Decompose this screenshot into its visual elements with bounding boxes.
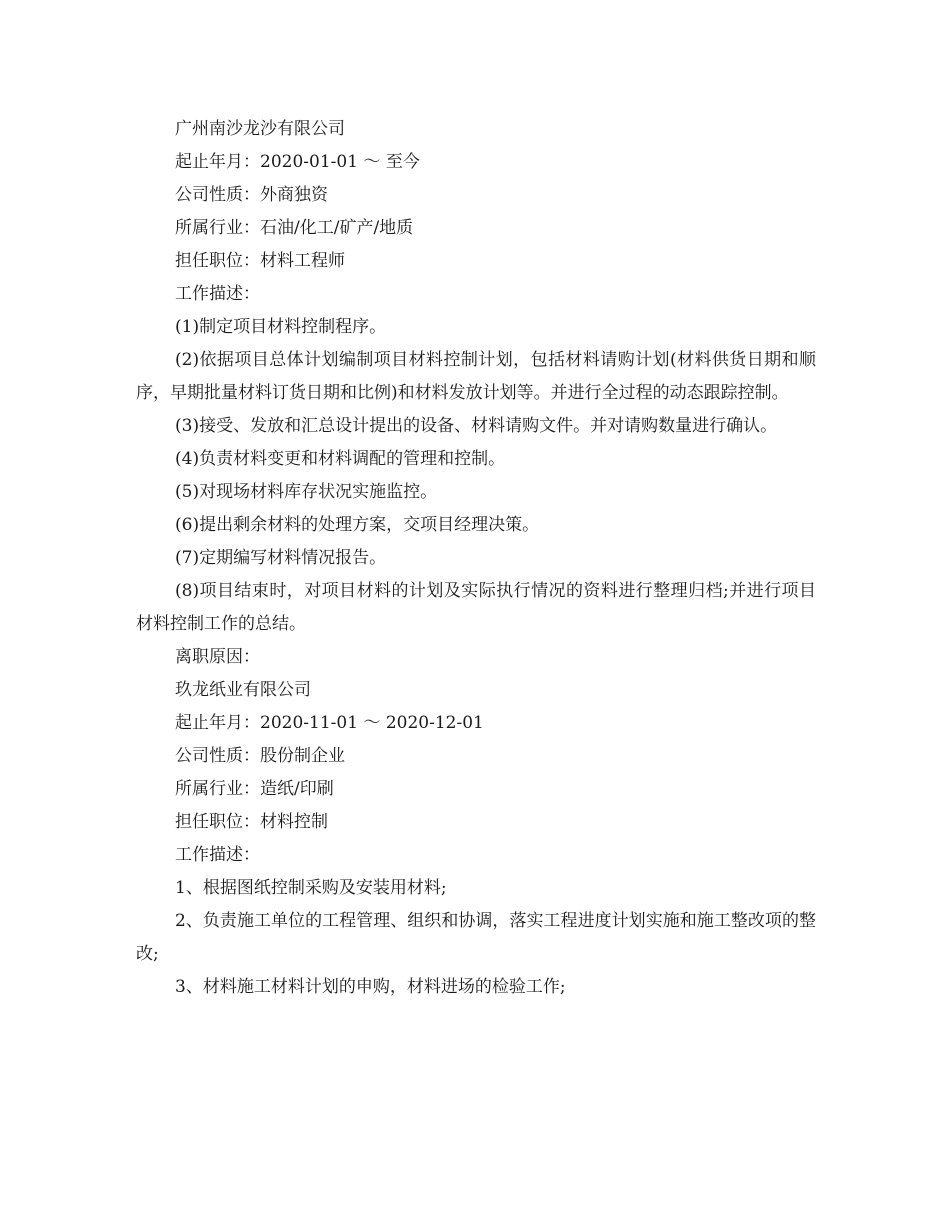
duty-item: 3、材料施工材料计划的申购，材料进场的检验工作; <box>175 977 566 997</box>
duty-item: (5)对现场材料库存状况实施监控。 <box>175 482 438 502</box>
period-1: 起止年月：2020-01-01 ～ 至今 <box>175 152 420 172</box>
duty-item: (3)接受、发放和汇总设计提出的设备、材料请购文件。并对请购数量进行确认。 <box>175 416 778 436</box>
position-1: 担任职位：材料工程师 <box>175 251 345 271</box>
duty-item: (4)负责材料变更和材料调配的管理和控制。 <box>175 449 506 469</box>
company-type-2: 公司性质：股份制企业 <box>175 746 345 766</box>
period-2: 起止年月：2020-11-01 ～ 2020-12-01 <box>175 713 484 733</box>
duty-item: (6)提出剩余材料的处理方案，交项目经理决策。 <box>175 515 540 535</box>
job-description-heading-2: 工作描述： <box>175 845 260 865</box>
duty-item: (7)定期编写材料情况报告。 <box>175 548 387 568</box>
duty-item: (8)项目结束时，对项目材料的计划及实际执行情况的资料进行整理归档;并进行项目材料控制工作的总结。 <box>136 581 816 634</box>
document-body <box>136 113 816 1004</box>
leaving-reason: 离职原因： <box>175 647 260 667</box>
duty-item: 2、负责施工单位的工程管理、组织和协调，落实工程进度计划实施和施工整改项的整改; <box>136 911 816 964</box>
job-description-heading-1: 工作描述： <box>175 284 260 304</box>
industry-1: 所属行业：石油/化工/矿产/地质 <box>175 218 414 238</box>
duty-item: (2)依据项目总体计划编制项目材料控制计划，包括材料请购计划(材料供货日期和顺序，早期批量材料订货日期和比例)和材料发放计划等。并进行全过程的动态跟踪控制。 <box>136 350 816 403</box>
company-type-1: 公司性质：外商独资 <box>175 185 328 205</box>
duty-item: (1)制定项目材料控制程序。 <box>175 317 387 337</box>
company-name-2: 玖龙纸业有限公司 <box>175 680 311 700</box>
duty-item: 1、根据图纸控制采购及安装用材料; <box>175 878 447 898</box>
position-2: 担任职位：材料控制 <box>175 812 328 832</box>
industry-2: 所属行业：造纸/印刷 <box>175 779 334 799</box>
company-name-1: 广州南沙龙沙有限公司 <box>175 119 345 139</box>
